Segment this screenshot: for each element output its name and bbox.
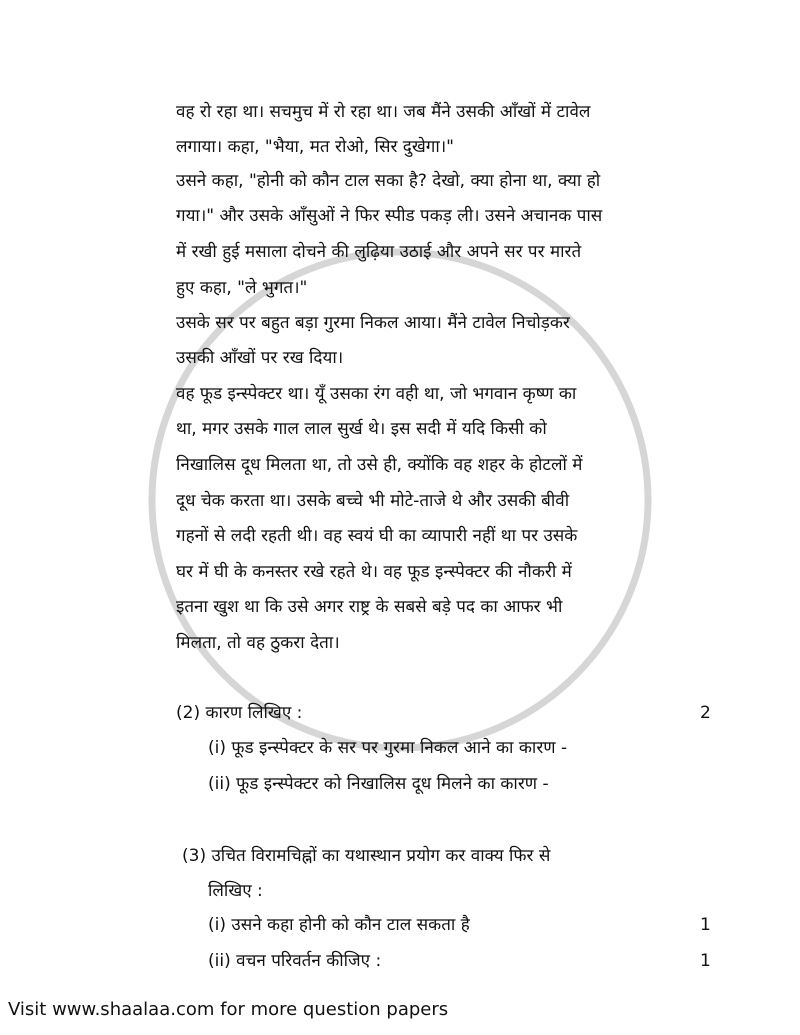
passage-line: गहनों से लदी रहती थी। वह स्वयं घी का व्यापारी नहीं था पर उसके: [176, 526, 578, 546]
q3-item-marks: 1: [700, 951, 711, 971]
passage-line: गया।" और उसके आँसुओं ने फिर स्पीड पकड़ ली। उसने अचानक पास: [176, 206, 603, 226]
q3-item-marks: 1: [700, 915, 711, 935]
passage-line: उसकी आँखों पर रख दिया।: [176, 348, 344, 368]
passage-line: में रखी हुई मसाला दोचने की लुढ़िया उठाई और अपने सर पर मारते: [176, 242, 582, 262]
q2-title: (2) कारण लिखिए :: [176, 703, 303, 723]
passage-line: उसके सर पर बहुत बड़ा गुरमा निकल आया। मैंने टावेल निचोड़कर: [176, 313, 570, 333]
passage-line: निखालिस दूध मिलता था, तो उसे ही, क्योंकि वह शहर के होटलों में: [176, 455, 583, 475]
passage-line: उसने कहा, "होनी को कौन टाल सका है? देखो, क्या होना था, क्या हो: [176, 171, 601, 191]
passage-line: था, मगर उसके गाल लाल सुर्ख थे। इस सदी में यदि किसी को: [176, 419, 547, 439]
passage-line: हुए कहा, "ले भुगत।": [176, 278, 308, 298]
q3-title-cont: लिखिए :: [208, 881, 263, 901]
q2-item: (ii) फूड इन्स्पेक्टर को निखालिस दूध मिलने का कारण -: [208, 774, 549, 794]
q2-marks: 2: [700, 703, 711, 723]
passage-line: इतना खुश था कि उसे अगर राष्ट्र के सबसे बड़े पद का आफर भी: [176, 597, 563, 617]
q2-item: (i) फूड इन्स्पेक्टर के सर पर गुरमा निकल आने का कारण -: [208, 738, 568, 758]
passage-line: दूध चेक करता था। उसके बच्चे भी मोटे-ताजे थे और उसकी बीवी: [176, 491, 570, 511]
passage-line: घर में घी के कनस्तर रखे रहते थे। वह फूड इन्स्पेक्टर की नौकरी में: [176, 562, 572, 582]
passage-line: वह रो रहा था। सचमुच में रो रहा था। जब मैंने उसकी आँखों में टावेल: [176, 102, 591, 122]
passage-line: वह फूड इन्स्पेक्टर था। यूँ उसका रंग वही था, जो भगवान कृष्ण का: [176, 384, 577, 404]
passage-line: लगाया। कहा, "भैया, मत रोओ, सिर दुखेगा।": [176, 137, 454, 157]
q3-title: (3) उचित विरामचिह्नों का यथास्थान प्रयोग कर वाक्य फिर से: [182, 846, 551, 866]
q3-item: (ii) वचन परिवर्तन कीजिए :: [208, 951, 382, 971]
footer-link[interactable]: Visit www.shaalaa.com for more question papers: [8, 999, 449, 1020]
passage-line: मिलता, तो वह ठुकरा देता।: [176, 633, 340, 653]
q3-item: (i) उसने कहा होनी को कौन टाल सकता है: [208, 915, 470, 935]
